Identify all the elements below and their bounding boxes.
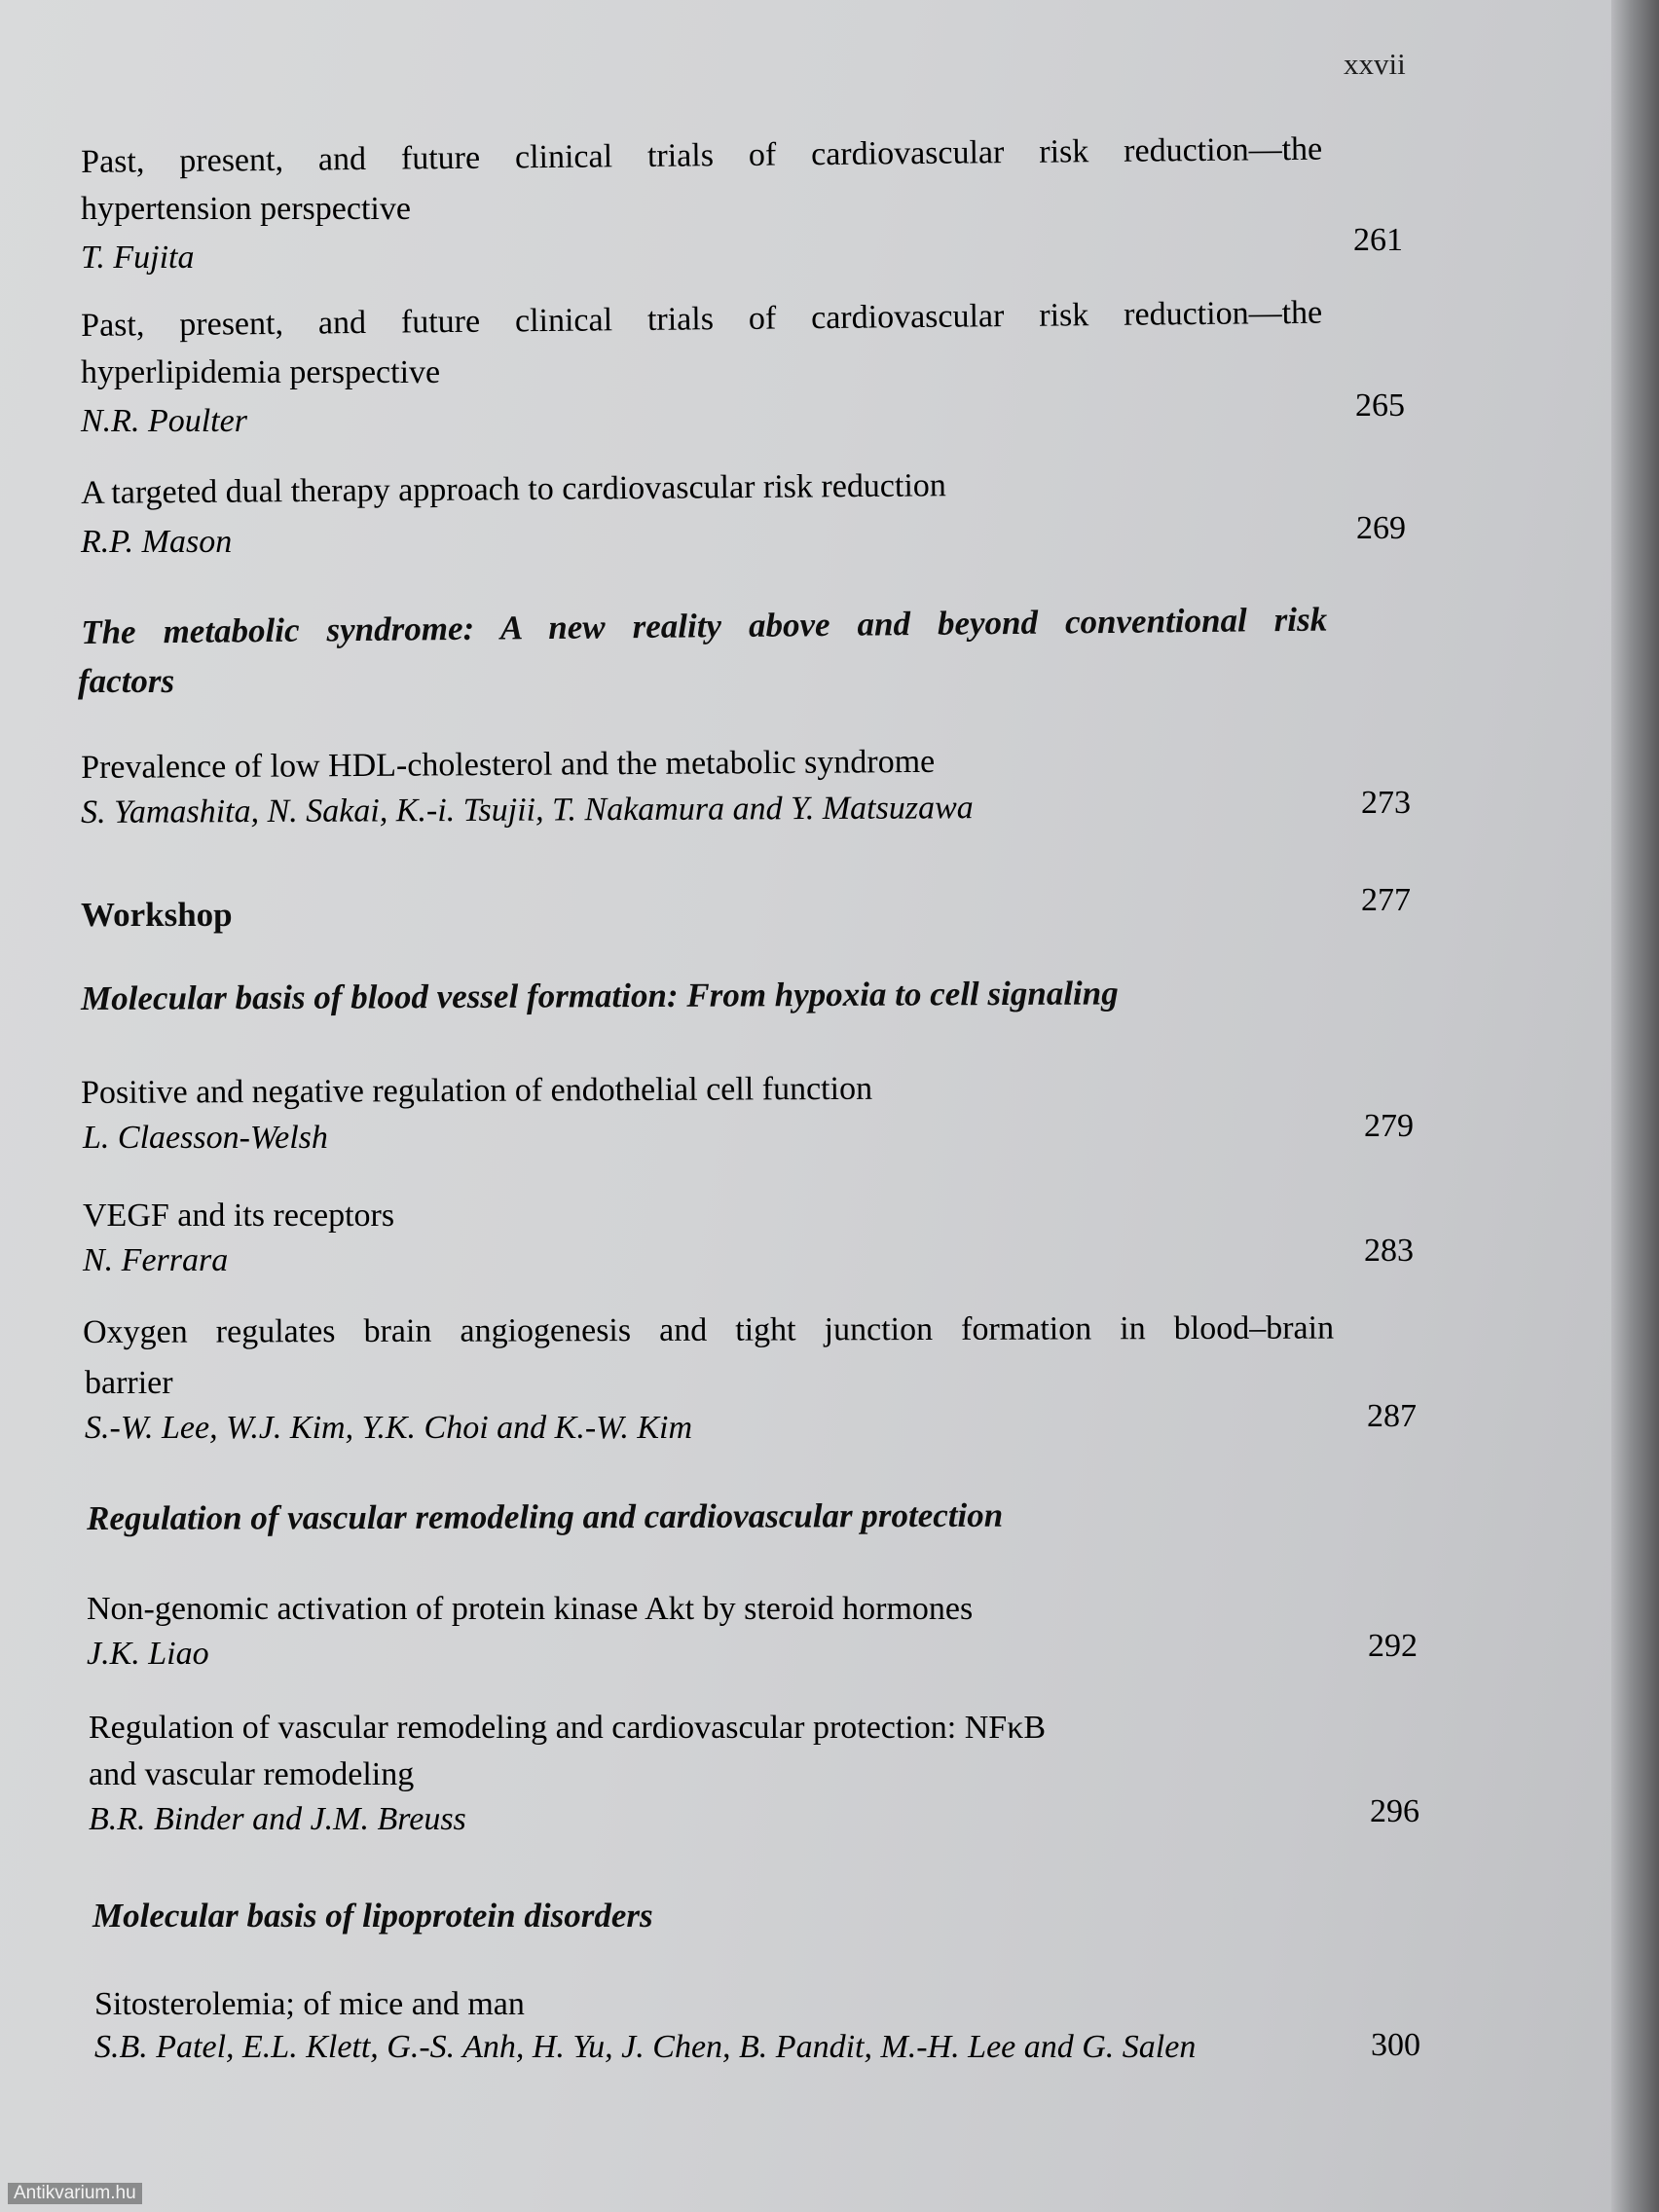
entry-authors: T. Fujita (81, 240, 195, 276)
entry-title-line: Past, present, and future clinical trials of cardiovascular risk reduction—the (81, 294, 1323, 344)
section-heading: Molecular basis of blood vessel formation: From hypoxia to cell signaling (81, 974, 1119, 1017)
page-edge (1611, 0, 1659, 2212)
entry-authors: S. Yamashita, N. Sakai, K.-i. Tsujii, T. Nakamura and Y. Matsuzawa (81, 790, 974, 830)
workshop-page: 277 (1361, 882, 1411, 918)
entry-title-line: barrier (85, 1365, 173, 1401)
entry-authors: R.P. Mason (81, 524, 233, 560)
entry-authors: S.-W. Lee, W.J. Kim, Y.K. Choi and K.-W. Kim (85, 1410, 693, 1446)
entry-title: Sitosterolemia; of mice and man (94, 1986, 525, 2022)
entry-page: 265 (1355, 387, 1405, 424)
page-number: xxvii (1344, 47, 1406, 81)
entry-authors: J.K. Liao (87, 1636, 209, 1672)
entry-title-line: hypertension perspective (81, 191, 411, 227)
watermark: Antikvarium.hu (8, 2183, 142, 2204)
entry-title-line: Oxygen regulates brain angiogenesis and tight junction formation in blood–brain (83, 1309, 1335, 1350)
entry-authors: N.R. Poulter (81, 403, 247, 439)
entry-page: 269 (1356, 510, 1406, 546)
entry-title-line: and vascular remodeling (89, 1756, 415, 1792)
entry-page: 287 (1367, 1398, 1417, 1434)
entry-title-line: A targeted dual therapy approach to cardiovascular risk reduction (81, 467, 946, 511)
entry-page: 261 (1353, 222, 1403, 258)
entry-authors: N. Ferrara (83, 1242, 229, 1278)
entry-page: 292 (1368, 1628, 1418, 1664)
entry-page: 273 (1361, 785, 1411, 821)
section-heading: The metabolic syndrome: A new reality above and beyond conventional risk (81, 600, 1328, 651)
entry-title-line: Regulation of vascular remodeling and cardiovascular protection: NFκB (89, 1710, 1047, 1746)
entry-title: Positive and negative regulation of endothelial cell function (81, 1070, 873, 1111)
entry-page: 283 (1364, 1233, 1414, 1269)
section-heading-cont: factors (78, 662, 175, 700)
section-heading: Molecular basis of lipoprotein disorders (92, 1897, 653, 1935)
entry-authors: L. Claesson-Welsh (83, 1120, 328, 1156)
entry-title: VEGF and its receptors (83, 1198, 395, 1234)
entry-authors: B.R. Binder and J.M. Breuss (89, 1801, 466, 1837)
entry-authors: S.B. Patel, E.L. Klett, G.-S. Anh, H. Yu, J. Chen, B. Pandit, M.-H. Lee and G. Salen (94, 2029, 1197, 2065)
section-heading: Regulation of vascular remodeling and cardiovascular protection (87, 1495, 1004, 1537)
entry-title-line: hyperlipidemia perspective (81, 354, 441, 390)
entry-title-line: Past, present, and future clinical trials of cardiovascular risk reduction—the (81, 130, 1323, 180)
workshop-heading: Workshop (81, 896, 233, 934)
entry-page: 296 (1370, 1793, 1419, 1829)
entry-title: Non-genomic activation of protein kinase Akt by steroid hormones (87, 1591, 974, 1627)
entry-title: Prevalence of low HDL-cholesterol and the metabolic syndrome (81, 743, 936, 786)
entry-page: 279 (1364, 1108, 1414, 1144)
entry-page: 300 (1371, 2027, 1420, 2063)
